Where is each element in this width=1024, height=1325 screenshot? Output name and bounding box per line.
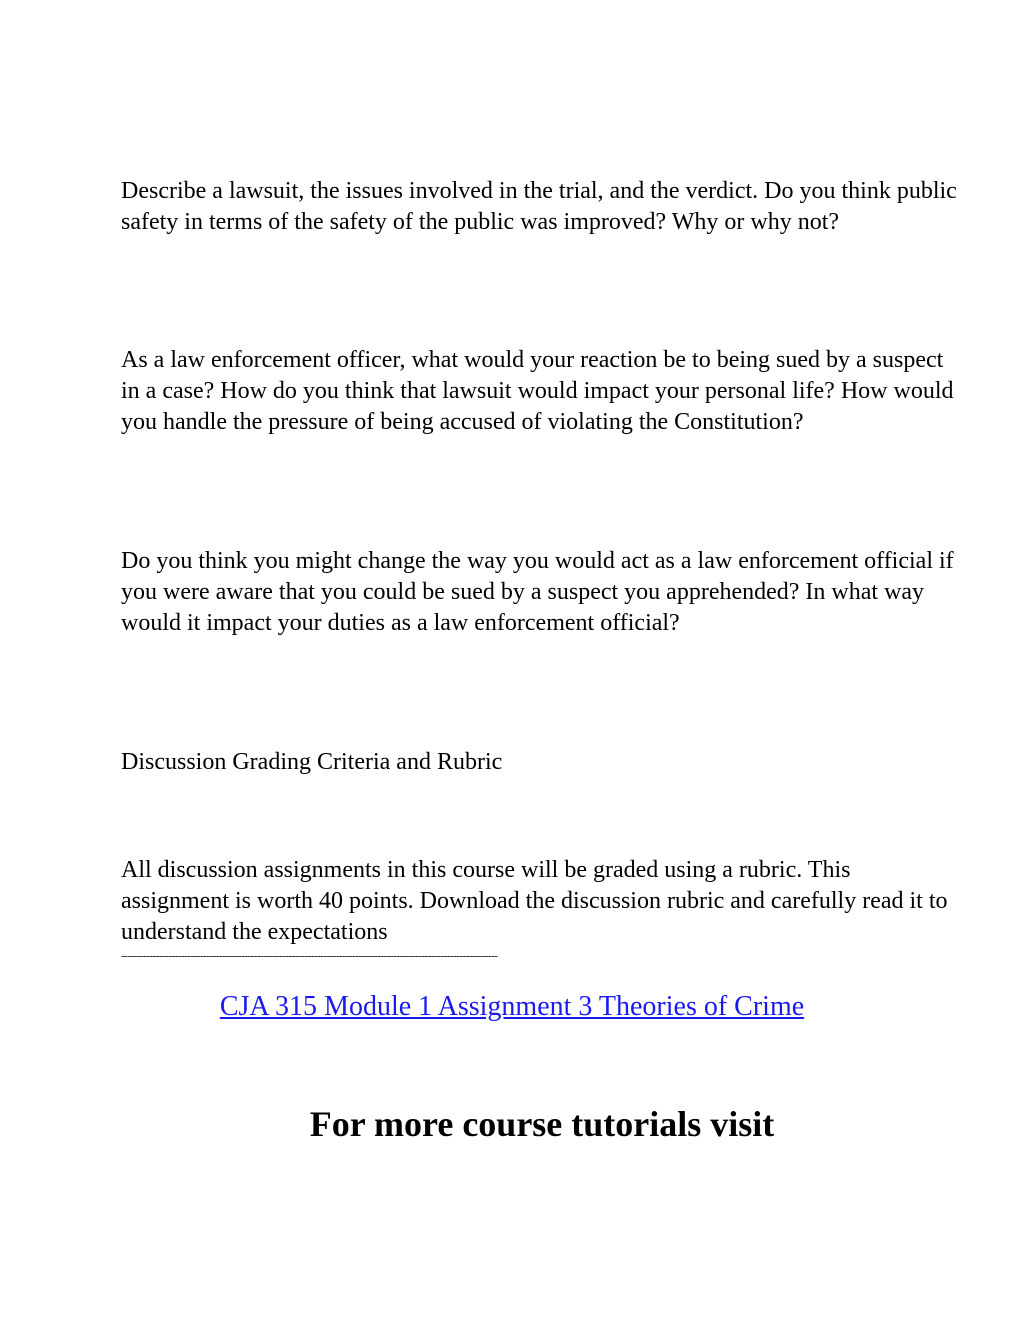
grading-criteria-description: All discussion assignments in this course will be graded using a rubric. This assignment is worth 40 points. Download the discussion rubric and carefully read it to understand the expectations xyxy=(121,857,948,945)
dashed-divider: ----------------------------------------------------------------------------------------------------------------------- xyxy=(121,950,498,962)
assignment-link[interactable]: CJA 315 Module 1 Assignment 3 Theories of Crime xyxy=(219,991,805,1022)
question-lawsuit-description: Describe a lawsuit, the issues involved in the trial, and the verdict. Do you think public safety in terms of the safety of the public was improved? Why or why not? xyxy=(121,178,957,235)
visit-heading: For more course tutorials visit xyxy=(309,1104,775,1144)
grading-criteria-heading: Discussion Grading Criteria and Rubric xyxy=(121,749,503,775)
question-change-behavior: Do you think you might change the way you would act as a law enforcement official if you were aware that you could be sued by a suspect you apprehended? In what way would it impact your duties as a law enforcement official? xyxy=(121,548,954,636)
question-officer-reaction: As a law enforcement officer, what would your reaction be to being sued by a suspect in a case? How do you think that lawsuit would impact your personal life? How would you handle the pressure of being accused of violating the Constitution? xyxy=(121,347,954,435)
